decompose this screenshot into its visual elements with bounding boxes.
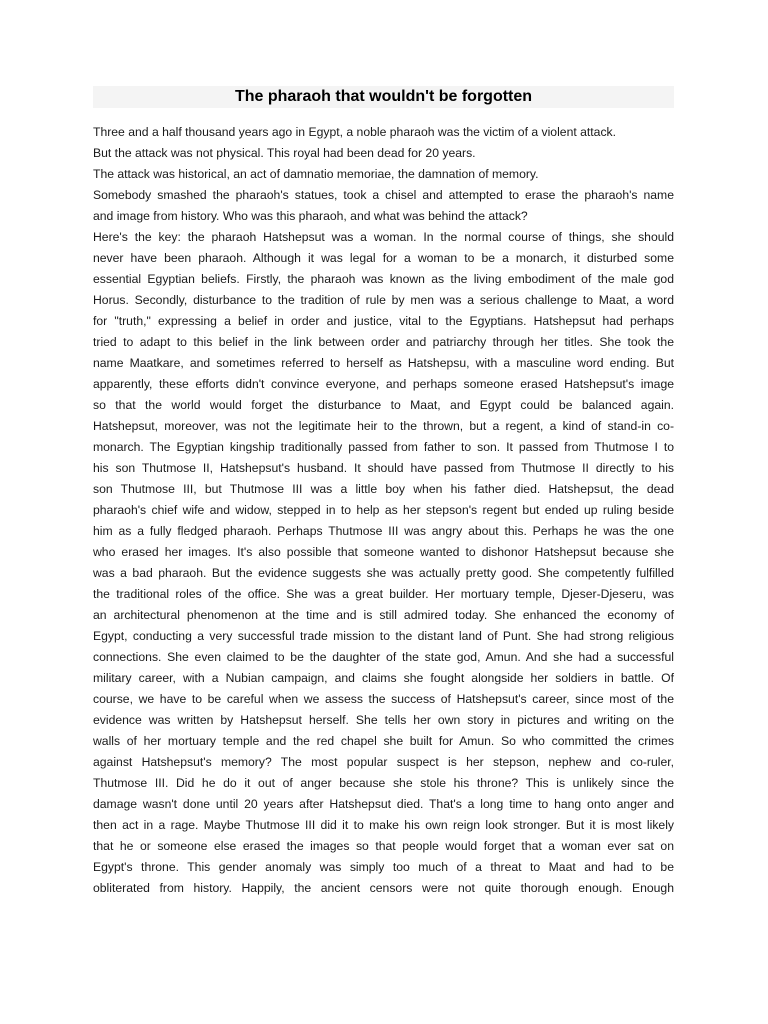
intro-block — [93, 122, 674, 185]
paragraph-3-line: Hatshepsut, moreover, was not the legitimate heir to the thrown, but a regent, a kind of stand-in co- — [93, 419, 674, 433]
paragraph-3-line: never have been pharaoh. Although it was legal for a woman to be a monarch, it disturbed some — [93, 251, 674, 265]
paragraph-3-line: course, we have to be careful when we assess the success of Hatshepsut's career, since most of the — [93, 692, 674, 706]
paragraph-3-line: for "truth," expressing a belief in order and justice, vital to the Egyptians. Hatshepsut had perhaps — [93, 314, 674, 328]
paragraph-3-line: Egypt, conducting a very successful trade mission to the distant land of Punt. She had strong religious — [93, 629, 674, 643]
paragraph-3 — [93, 227, 674, 899]
paragraph-3-line: walls of her mortuary temple and the red chapel she built for Amun. So who committed the crimes — [93, 734, 674, 748]
paragraph-3-line: Horus. Secondly, disturbance to the tradition of rule by men was a serious challenge to Maat, a word — [93, 293, 674, 307]
paragraph-3-line: the traditional roles of the office. She was a great builder. Her mortuary temple, Djeser-Djeseru, was — [93, 587, 674, 601]
paragraph-3-line: apparently, these efforts didn't convince everyone, and perhaps someone erased Hatshepsut's image — [93, 377, 674, 391]
paragraph-3-line: son Thutmose III, but Thutmose III was a little boy when his father died. Hatshepsut, the dead — [93, 482, 674, 496]
paragraph-3-line: who erased her images. It's also possible that someone wanted to dishonor Hatshepsut because she — [93, 545, 674, 559]
paragraph-3-line: military career, with a Nubian campaign, and claims she fought alongside her soldiers in battle. Of — [93, 671, 674, 685]
intro-line-2: But the attack was not physical. This royal had been dead for 20 years. — [93, 146, 476, 160]
paragraph-3-line: so that the world would forget the disturbance to Maat, and Egypt could be balanced again. — [93, 398, 674, 412]
paragraph-3-line: Here's the key: the pharaoh Hatshepsut was a woman. In the normal course of things, she should — [93, 230, 674, 244]
document-title: The pharaoh that wouldn't be forgotten — [234, 88, 533, 105]
paragraph-3-line: that he or someone else erased the images so that people would forget that a woman ever sat on — [93, 839, 674, 853]
paragraph-3-line: against Hatshepsut's memory? The most popular suspect is her stepson, nephew and co-ruler, — [93, 755, 674, 769]
paragraph-3-line: monarch. The Egyptian kingship traditionally passed from father to son. It passed from Thutmose I to — [93, 440, 674, 454]
paragraph-3-line: obliterated from history. Happily, the ancient censors were not quite thorough enough. Enough — [93, 881, 674, 895]
paragraph-3-line: pharaoh's chief wife and widow, stepped in to help as her stepson's regent but ended up ruling beside — [93, 503, 674, 517]
paragraph-3-line: Egypt's throne. This gender anomaly was simply too much of a threat to Maat and had to be — [93, 860, 674, 874]
paragraph-3-line: tried to adapt to this belief in the link between order and patriarchy through her titles. She took the — [93, 335, 674, 349]
paragraph-3-line: Thutmose III. Did he do it out of anger because she stole his throne? This is unlikely since the — [93, 776, 674, 790]
paragraph-3-line: then act in a rage. Maybe Thutmose III did it to make his own reign look stronger. But it is most likely — [93, 818, 674, 832]
document-page — [93, 86, 674, 899]
paragraph-3-line: evidence was written by Hatshepsut herself. She tells her own story in pictures and writing on the — [93, 713, 674, 727]
paragraph-2-line: and image from history. Who was this pharaoh, and what was behind the attack? — [93, 209, 528, 223]
paragraph-2 — [93, 185, 674, 227]
intro-line-3: The attack was historical, an act of damnatio memoriae, the damnation of memory. — [93, 167, 539, 181]
paragraph-3-line: was a bad pharaoh. But the evidence suggests she was actually pretty good. She competently fulfilled — [93, 566, 674, 580]
paragraph-3-line: name Maatkare, and sometimes referred to herself as Hatshepsu, with a masculine word ending. But — [93, 356, 674, 370]
paragraph-2-line: Somebody smashed the pharaoh's statues, took a chisel and attempted to erase the pharaoh's name — [93, 188, 674, 202]
paragraph-3-line: essential Egyptian beliefs. Firstly, the pharaoh was known as the living embodiment of the male god — [93, 272, 674, 286]
paragraph-3-line: connections. She even claimed to be the daughter of the state god, Amun. And she had a successful — [93, 650, 674, 664]
title-band — [93, 86, 674, 108]
paragraph-3-line: him as a fully fledged pharaoh. Perhaps Thutmose III was angry about this. Perhaps he was the one — [93, 524, 674, 538]
paragraph-3-line: an architectural phenomenon at the time and is still admired today. She enhanced the economy of — [93, 608, 674, 622]
paragraph-3-line: damage wasn't done until 20 years after Hatshepsut died. That's a long time to hang onto anger and — [93, 797, 674, 811]
paragraph-3-line: his son Thutmose II, Hatshepsut's husband. It should have passed from Thutmose II directly to his — [93, 461, 674, 475]
intro-line-1: Three and a half thousand years ago in Egypt, a noble pharaoh was the victim of a violent attack. — [93, 125, 617, 139]
